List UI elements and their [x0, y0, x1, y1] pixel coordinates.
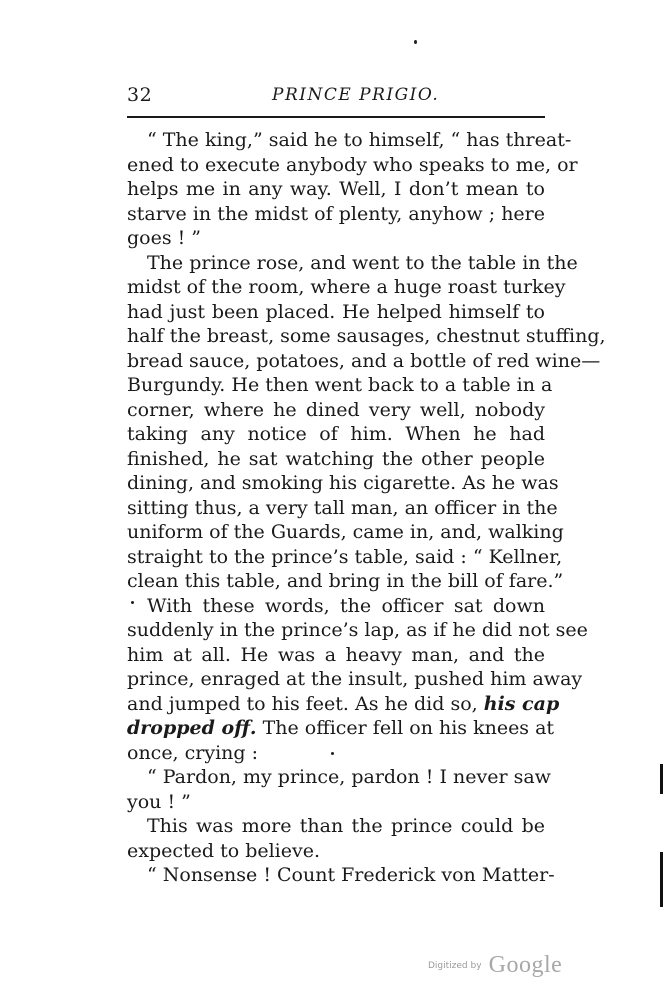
text-line: With these words, the officer sat down — [147, 594, 545, 617]
page-header — [127, 84, 545, 110]
text-line: ened to execute anybody who speaks to me, or — [127, 153, 578, 176]
text-line: sitting thus, a very tall man, an officer in the — [127, 496, 558, 519]
text-line: This was more than the prince could be — [147, 815, 545, 837]
italic-text: dropped off. — [127, 717, 257, 739]
text-line: dining, and smoking his cigarette. As he was — [127, 472, 559, 494]
italic-text: his cap — [483, 692, 560, 715]
text-line: him at all. He was a heavy man, and the — [127, 643, 545, 666]
text-run: The officer fell on his knees at — [256, 717, 555, 739]
text-line: starve in the midst of plenty, anyhow ; here — [127, 202, 545, 225]
text-line: Burgundy. He then went back to a table in a — [127, 374, 553, 396]
text-line: The prince rose, and went to the table in the — [147, 251, 578, 274]
text-line: corner, where he dined very well, nobody — [127, 398, 545, 421]
text-line: midst of the room, where a huge roast turkey — [127, 276, 566, 298]
text-line: half the breast, some sausages, chestnut stuffing, — [127, 325, 606, 347]
text-line — [127, 692, 560, 717]
text-line: clean this table, and bring in the bill of fare.” — [127, 570, 564, 592]
scan-speck — [131, 601, 134, 604]
text-line: “ Pardon, my prince, pardon ! I never saw — [147, 766, 551, 788]
text-line: had just been placed. He helped himself to — [127, 300, 545, 323]
watermark-prefix: Digitized by — [428, 960, 482, 971]
text-line: taking any notice of him. When he had — [127, 423, 545, 445]
scan-edge-line — [660, 852, 663, 907]
text-line: “ Nonsense ! Count Frederick von Matter- — [147, 864, 555, 886]
text-line: you ! ” — [127, 790, 191, 813]
body-text — [127, 128, 606, 888]
running-title: PRINCE PRIGIO. — [272, 85, 440, 105]
scan-edge-line — [660, 764, 663, 794]
digitization-watermark — [428, 952, 578, 986]
text-line: uniform of the Guards, came in, and, walking — [127, 521, 564, 543]
text-line: “ The king,” said he to himself, “ has threat- — [147, 129, 572, 151]
text-line: straight to the prince’s table, said : “ Kellner, — [127, 545, 563, 568]
text-line: expected to believe. — [127, 839, 321, 862]
text-run: and jumped to his feet. As he did so, — [127, 692, 484, 715]
text-line: prince, enraged at the insult, pushed him away — [127, 668, 583, 690]
text-line: finished, he sat watching the other people — [127, 447, 545, 470]
text-line: suddenly in the prince’s lap, as if he did not see — [127, 619, 588, 641]
text-line — [127, 716, 555, 741]
text-line: goes ! ” — [127, 227, 202, 249]
page-number: 32 — [127, 84, 153, 106]
header-rule — [127, 116, 545, 118]
watermark-logo: Google — [488, 952, 563, 978]
text-line: bread sauce, potatoes, and a bottle of red wine— — [127, 349, 601, 372]
text-line: once, crying : — [127, 741, 259, 764]
scan-speck — [331, 752, 334, 755]
text-line: helps me in any way. Well, I don’t mean to — [127, 178, 545, 200]
scan-speck — [414, 40, 417, 44]
